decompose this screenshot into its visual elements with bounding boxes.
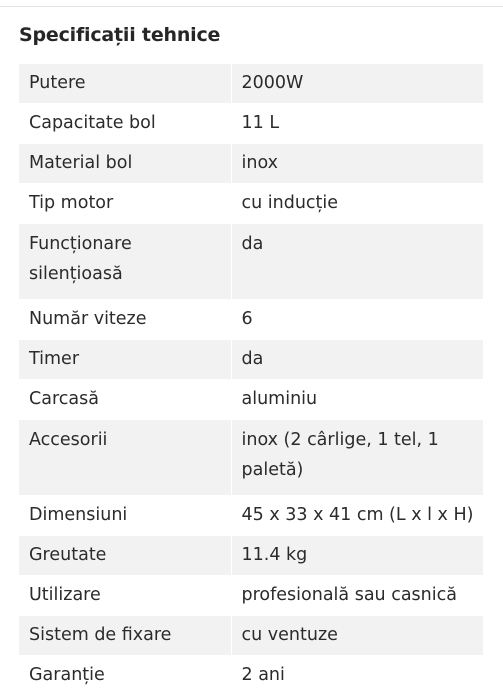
spec-label: Accesorii: [19, 420, 231, 496]
spec-label: Funcționare silențioasă: [19, 224, 231, 300]
spec-value: cu ventuze: [231, 616, 483, 656]
spec-row-greutate: [19, 536, 483, 576]
spec-row-sistem-de-fixare: [19, 616, 483, 656]
spec-row-carcasa: [19, 380, 483, 420]
spec-label: Carcasă: [19, 380, 231, 420]
spec-label: Sistem de fixare: [19, 616, 231, 656]
spec-row-functionare-silentioasa: [19, 224, 483, 300]
spec-value: cu inducție: [231, 184, 483, 224]
spec-label: Timer: [19, 340, 231, 380]
spec-label: Număr viteze: [19, 300, 231, 340]
spec-value: 11.4 kg: [231, 536, 483, 576]
spec-label: Capacitate bol: [19, 104, 231, 144]
spec-value: 6: [231, 300, 483, 340]
specs-table: [19, 64, 483, 696]
spec-value: inox: [231, 144, 483, 184]
spec-label: Garanție: [19, 656, 231, 696]
spec-label: Dimensiuni: [19, 496, 231, 536]
spec-row-timer: [19, 340, 483, 380]
spec-value: da: [231, 340, 483, 380]
spec-value: inox (2 cârlige, 1 tel, 1 paletă): [231, 420, 483, 496]
spec-row-tip-motor: [19, 184, 483, 224]
top-divider: [0, 6, 503, 7]
spec-row-accesorii: [19, 420, 483, 496]
spec-row-putere: [19, 64, 483, 104]
spec-value: 11 L: [231, 104, 483, 144]
spec-row-material-bol: [19, 144, 483, 184]
spec-value: aluminiu: [231, 380, 483, 420]
spec-label: Material bol: [19, 144, 231, 184]
spec-label: Utilizare: [19, 576, 231, 616]
spec-row-dimensiuni: [19, 496, 483, 536]
spec-value: 2 ani: [231, 656, 483, 696]
spec-row-garantie: [19, 656, 483, 696]
spec-row-utilizare: [19, 576, 483, 616]
spec-label: Greutate: [19, 536, 231, 576]
spec-row-numar-viteze: [19, 300, 483, 340]
section-title: Specificații tehnice: [19, 24, 221, 46]
spec-value: 45 x 33 x 41 cm (L x l x H): [231, 496, 483, 536]
spec-value: 2000W: [231, 64, 483, 104]
spec-value: profesională sau casnică: [231, 576, 483, 616]
spec-label: Putere: [19, 64, 231, 104]
spec-label: Tip motor: [19, 184, 231, 224]
spec-row-capacitate-bol: [19, 104, 483, 144]
spec-value: da: [231, 224, 483, 300]
